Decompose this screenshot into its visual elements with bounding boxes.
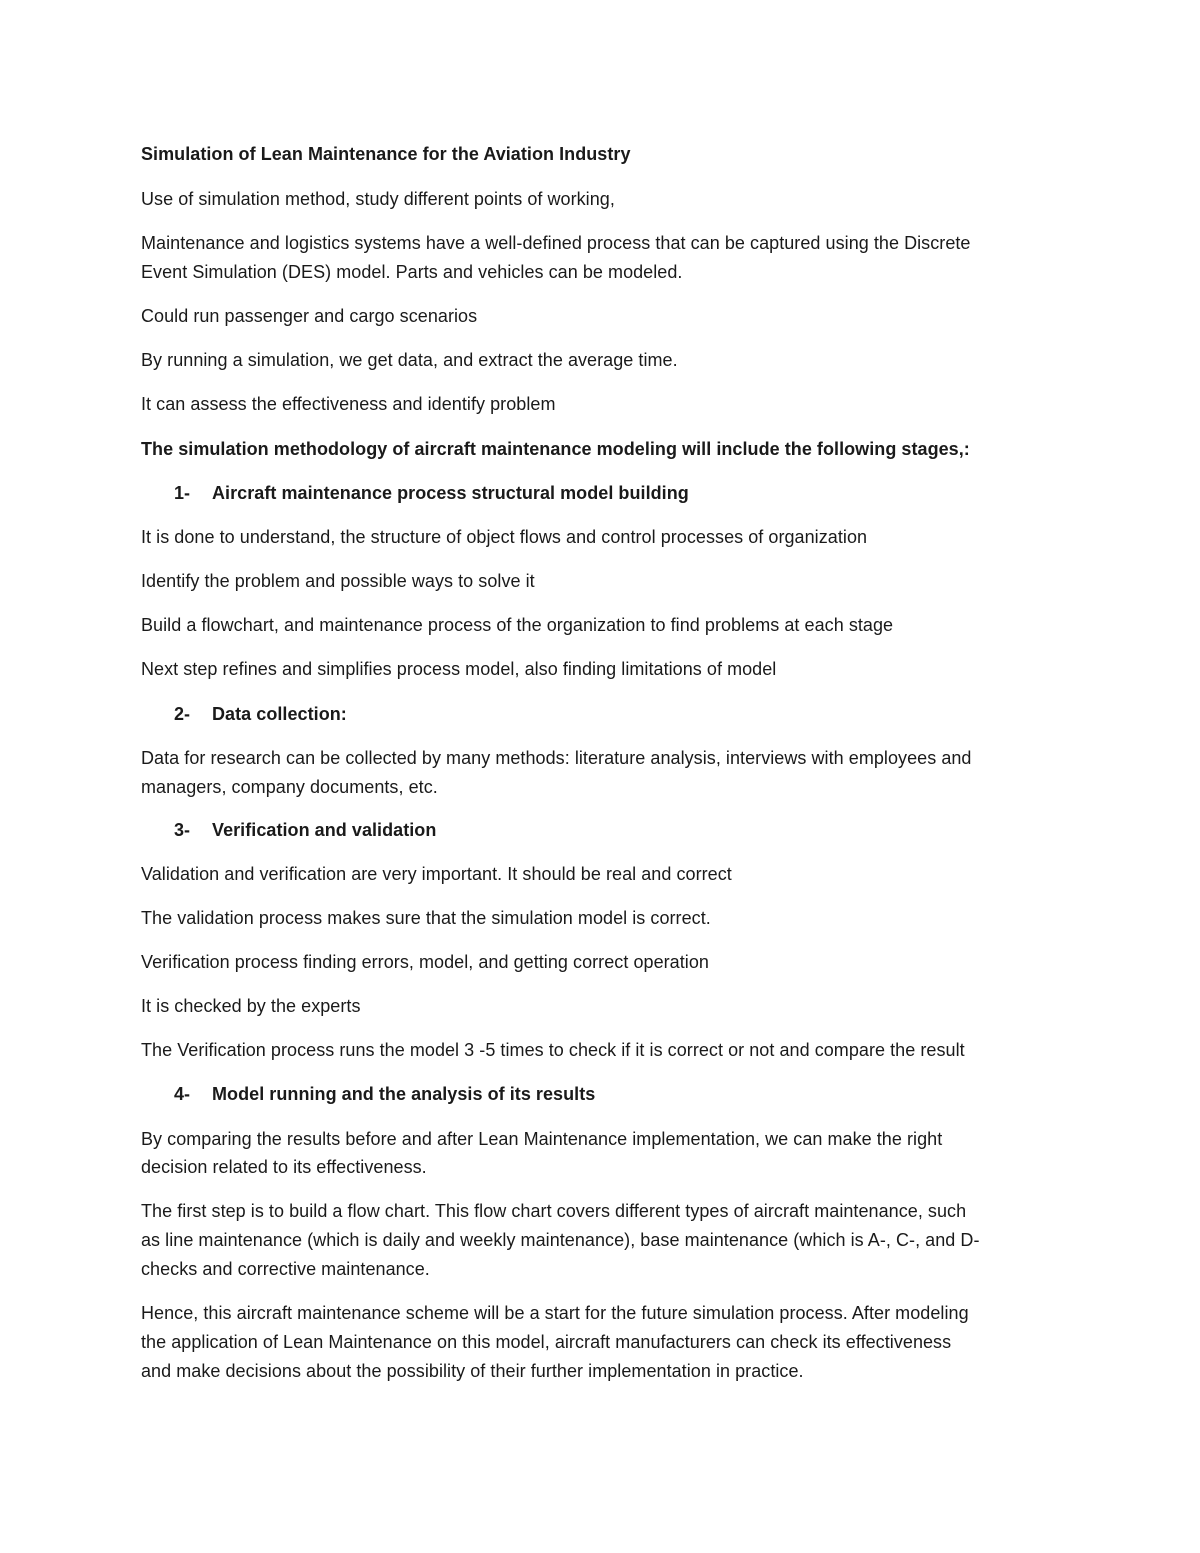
paragraph: Use of simulation method, study different points of working, [141, 189, 615, 209]
stage-number: 3- [174, 820, 191, 840]
paragraph: Identify the problem and possible ways to solve it [141, 571, 535, 591]
paragraph: Validation and verification are very important. It should be real and correct [141, 864, 732, 884]
stage-heading [141, 1080, 1104, 1109]
paragraph-line: By comparing the results before and after Lean Maintenance implementation, we can make the right [141, 1129, 943, 1149]
paragraph-line: Hence, this aircraft maintenance scheme will be a start for the future simulation process. After modeling [141, 1303, 969, 1323]
stage-heading [141, 700, 1104, 729]
stage-heading [141, 479, 1104, 508]
stage-number: 2- [174, 704, 191, 724]
stage-title: Model running and the analysis of its results [212, 1084, 596, 1104]
paragraph: Verification process finding errors, model, and getting correct operation [141, 952, 709, 972]
paragraph-line: Maintenance and logistics systems have a well-defined process that can be captured using the Discrete [141, 233, 971, 253]
paragraph: Build a flowchart, and maintenance process of the organization to find problems at each stage [141, 615, 894, 635]
paragraph-line: the application of Lean Maintenance on this model, aircraft manufacturers can check its effectiveness [141, 1332, 952, 1352]
paragraph: It is done to understand, the structure of object flows and control processes of organization [141, 527, 868, 547]
stage-number: 4- [174, 1084, 191, 1104]
paragraph-line: managers, company documents, etc. [141, 777, 438, 797]
paragraph-line: as line maintenance (which is daily and weekly maintenance), base maintenance (which is A-, C-, and D- [141, 1230, 980, 1250]
paragraph: Next step refines and simplifies process model, also finding limitations of model [141, 659, 777, 679]
paragraph-line: decision related to its effectiveness. [141, 1157, 427, 1177]
paragraph: Could run passenger and cargo scenarios [141, 306, 478, 326]
document-title: Simulation of Lean Maintenance for the Aviation Industry [141, 144, 631, 164]
paragraph: The Verification process runs the model 3 -5 times to check if it is correct or not and compare the result [141, 1040, 965, 1060]
paragraph: The validation process makes sure that the simulation model is correct. [141, 908, 711, 928]
stage-title: Data collection: [212, 704, 347, 724]
paragraph: It can assess the effectiveness and identify problem [141, 394, 556, 414]
methodology-heading: The simulation methodology of aircraft maintenance modeling will include the following stages,: [141, 439, 970, 459]
paragraph-line: The first step is to build a flow chart. This flow chart covers different types of aircraft maintenance, such [141, 1201, 967, 1221]
paragraph-line: Event Simulation (DES) model. Parts and vehicles can be modeled. [141, 262, 683, 282]
stage-heading [141, 816, 1104, 845]
stage-title: Aircraft maintenance process structural model building [212, 483, 689, 503]
paragraph-line: checks and corrective maintenance. [141, 1259, 430, 1279]
stage-number: 1- [174, 483, 191, 503]
paragraph-line: and make decisions about the possibility of their further implementation in practice. [141, 1361, 804, 1381]
stage-title: Verification and validation [212, 820, 437, 840]
paragraph-line: Data for research can be collected by many methods: literature analysis, interviews with employees and [141, 748, 972, 768]
paragraph: It is checked by the experts [141, 996, 361, 1016]
paragraph: By running a simulation, we get data, and extract the average time. [141, 350, 678, 370]
